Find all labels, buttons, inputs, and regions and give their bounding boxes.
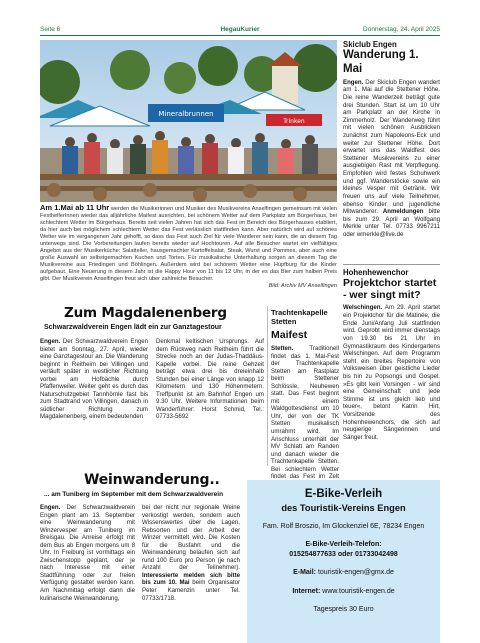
magdalenenberg-title: Zum Magdalenenberg <box>64 305 227 321</box>
ebike-email[interactable]: touristik-engen@gmx.de <box>316 569 394 576</box>
photo-caption <box>40 203 337 290</box>
skiclub-lead: Engen. <box>343 78 364 86</box>
chor-title: Projektchor startet - wer singt mit? <box>343 277 437 302</box>
ebike-price: Tagespreis 30 Euro <box>313 606 374 613</box>
weinwanderung-text2: bei der nicht nur regionale Weine verkostigt werden, sondern auch Wissenswertes über die Lagen, Rebsorten und der Arbeit der Winzer vermittelt wird. Die Kosten für die Busfahrt und die Weinwanderung belaufen sich auf rund 100 Euro pro Person (je nach Anzahl der Teilnehmer). <box>142 504 240 572</box>
ebike-title: E-Bike-Verleih <box>304 488 383 500</box>
ebike-ad <box>247 480 440 643</box>
chor-body <box>343 304 440 441</box>
skiclub-title: Wanderung 1. Mai <box>343 49 419 75</box>
caption-lead: Am 1.Mai ab 11 Uhr <box>40 203 110 212</box>
page-number: Seite 6 <box>40 26 61 33</box>
page-header <box>40 24 440 36</box>
weinwanderung-text1: Der Schwarzwaldverein Engen plant am 13. September eine Weinwanderung mit Winzervesper am Tuniberg im Breisgau. Die Anreise erfolgt mit dem Bus ab Engen morgens um 8 Uhr. In Freiburg ist vormittags ein Zwischenstopp geplant, der je nach Interesse mit einer Stadtführung oder zur freien Verfügung gestaltet werden kann. Am Nachmittag erfolgt dann die kulinarische Weinwanderung, <box>40 504 135 602</box>
ebike-phones: 015254877633 oder 01733042498 <box>289 551 398 558</box>
skiclub-registration-label: Anmeldungen <box>382 208 424 216</box>
weinwanderung-subtitle: ... am Tuniberg im September mit dem Schwarzwaldverein <box>44 491 224 498</box>
chor-article <box>343 268 440 441</box>
weinwanderung-text3: beim Organisator Peter Kamenzin unter Tel. 07733/1718. <box>142 579 241 602</box>
skiclub-kicker: Skiclub Engen <box>343 40 397 49</box>
caption-text: werden die Musikerinnen und Musiker des Musikvereins Anselfingen gemeinsam mit vielen FesthelferInnen wieder das alljährliche Maifest ausrichten, bei schönem Wetter auf dem Parkplatz am Bürgerhaus, bei schlechtem Wetter im Bürgerhaus. Bereits seit vielen Jahren hat sich das Fest im Bereich des Bürgerhauses etabliert, da hier auch bei möglichem schlechtem Wetter das Fest verlässlich stattfinden kann. Aber natürlich wird auf schönes Wetter wie im vergangenen Jahr gehofft, so dass das Fest auch Ziel für viele Wanderer sein kann, die an diesem Tag unterwegs sind. Die Vorbereitungen laufen bereits wieder auf Hochtouren. Auf alle Besucher wartet ein vielfältiges Angebot aus der Musikerküche: Salatteller, hausgemachter Kartoffelsalat, Steak, Wurst und Pommes, aber auch eine große Auswahl an selbstgemachten Kuchen und Torten. Für musikalische Unterhaltung sorgen an diesem Tag die Musikvereine aus Friedingen und Böhlingen. Außerdem wird bei schönem Wetter eine Hüpfburg für die Kinder aufgebaut. Eine Neuerung in diesem Jahr ist die Happy Hour von 11 bis 12 Uhr, in der es das Bier zum halben Preis gibt. Der Musikverein Anselfingen freut sich über zahlreiche Besucher. <box>40 206 338 282</box>
chor-text: Am 29. April startet ein Projektchor für die Matinée, die Ende Juni/Anfang Juli stattfinden wird. Geprobt wird immer dienstags von 19.30 bis 21 Uhr im Gymnastikraum des Kindergartens Welschingen. Auf dem Programm steht ein breites Repertoire von Volksweisen über geistliche Lieder bis hin zu Popsongs und Gospel. »Es gibt kein Vorsingen - wir sind eine Gemeinschaft und jede Stimme ist uns gleich lieb und teuer«, betont Katrin Hirt, Vorsitzende des Hohenhewenchors, die sich auf neugierige Sängerinnen und Sänger freut. <box>343 304 440 441</box>
magdalenenberg-lead: Engen. <box>40 338 61 345</box>
ebike-address: Fam. Rolf Broszio, Im Glockenziel 6E, 78234 Engen <box>262 523 425 530</box>
ebike-internet-line <box>247 587 440 596</box>
banner-text-2: Trinken <box>283 118 305 125</box>
sidebar-divider <box>343 264 440 265</box>
maifest-title: Maifest <box>271 329 308 341</box>
ebike-internet[interactable]: www.touristik-engen.de <box>320 588 395 595</box>
weinwanderung-col2 <box>142 504 240 602</box>
maifest-body <box>271 345 339 496</box>
chor-lead: Welschingen. <box>343 304 383 312</box>
magdalenenberg-col1 <box>40 338 148 421</box>
maifest-lead: Stetten. <box>271 345 294 352</box>
ebike-email-label: E-Mail: <box>293 569 317 576</box>
ebike-email-line <box>247 568 440 577</box>
issue-date: Donnerstag, 24. April 2025 <box>363 26 440 33</box>
column-divider <box>267 306 268 466</box>
weinwanderung-deadline: Interessierte melden sich bitte bis zum 10. Mai <box>142 571 240 587</box>
photo-credit: Bild: Archiv MV Anselfingen <box>268 282 337 289</box>
skiclub-body <box>343 79 440 239</box>
weinwanderung-col1 <box>40 504 135 602</box>
skiclub-article <box>343 40 440 239</box>
maifest-text: Traditionell findet das 1. Mai-Fest der Trachtenkapelle Stetten am Rastplatz beim Stettener Schlössle, Neuhewen statt. Das Fest beginnt mit einem Waldgottesdienst um 10 Uhr, der von der TK Stetten musikalisch umrahmt wird. Im Anschluss unterhält der MV Schlatt am Randen und danach wieder die Trachtenkapelle Stetten. Bei schlechtem Wetter findet das Fest im Zelt <box>271 345 339 481</box>
banner-text: Mineralbrunnen <box>158 110 214 118</box>
magdalenenberg-text1: Der Schwarzwaldverein Engen bietet am Sonntag, 27. April, wieder eine Ganztagestour an. Die Wanderung beginnt in Reitheim bei Villingen und verläuft später in westlicher Richtung vorbei am Hofbächle durch Pfaffenweiler. Weiter geht es durch das Naturschutzgebiet Tannhörnle fast bis zum Stadtrand von Villingen, danach in südlicher Richtung zum Magdalenenberg, einem bedeutenden <box>40 338 148 421</box>
ebike-subtitle: des Touristik-Vereins Engen <box>281 503 406 513</box>
maifest-kicker: Trachtenkapelle Stetten <box>271 308 328 326</box>
publication-name: HegauKurier <box>220 26 260 33</box>
skiclub-registration-text: bitte bis zum 29. April an Wolfgang Merkle unter Tel. 07733 9967211 oder wmerkle@live.de <box>343 208 440 238</box>
chor-kicker: Hohenhewenchor <box>343 268 409 277</box>
weinwanderung-lead: Engen. <box>40 504 61 511</box>
magdalenenberg-col2: Denkmal keltischen Ursprungs. Auf dem Rückweg nach Reitheim führt die Strecke noch an der Judas-Thaddäus-Kapelle vorbei. Die reine Gehzeit beträgt etwa drei bis dreieinhalb Stunden bei einer Länge von knapp 12 Kilometern und 130 Höhenmetern. Treffpunkt ist am Bahnhof Engen um 9.30 Uhr. Weitere Informationen beim Wanderführer: Horst Schmid, Tel.: 07733-5692 <box>156 338 264 421</box>
skiclub-text: Der Skiclub Engen wandert am 1. Mai auf die Stettener Höhe. Die reine Wanderzeit beträgt gute drei Stunden. Start ist um 10 Uhr am Parkplatz an der Kirche in Zimmerholz. Der Wanderweg führt mit vielen schönen Ausblicken zunächst zum Napoleons-Eck und weiter zur Stettener Höhe. Dort erwartet uns das Waldfest des Stettener Musikvereins zu einer ausgiebigen Rast mit Verpflegung. Empfohlen wird festes Schuhwerk und ggf. Wanderstöcke sowie ein kleines Vesper mit Getränk. Wir freuen uns auf viele Teilnehmer, ebenso Kinder und jugendliche Mitwanderer. <box>343 78 440 216</box>
ebike-internet-label: Internet: <box>292 588 321 595</box>
ebike-phone-label: E-Bike-Verleih-Telefon: <box>305 541 382 548</box>
festival-crowd-image <box>40 40 337 202</box>
weinwanderung-title: Weinwanderung.. <box>84 472 220 488</box>
magdalenenberg-subtitle: Schwarzwaldverein Engen lädt ein zur Ganztagestour <box>44 324 222 331</box>
maifest-photo <box>40 40 337 202</box>
